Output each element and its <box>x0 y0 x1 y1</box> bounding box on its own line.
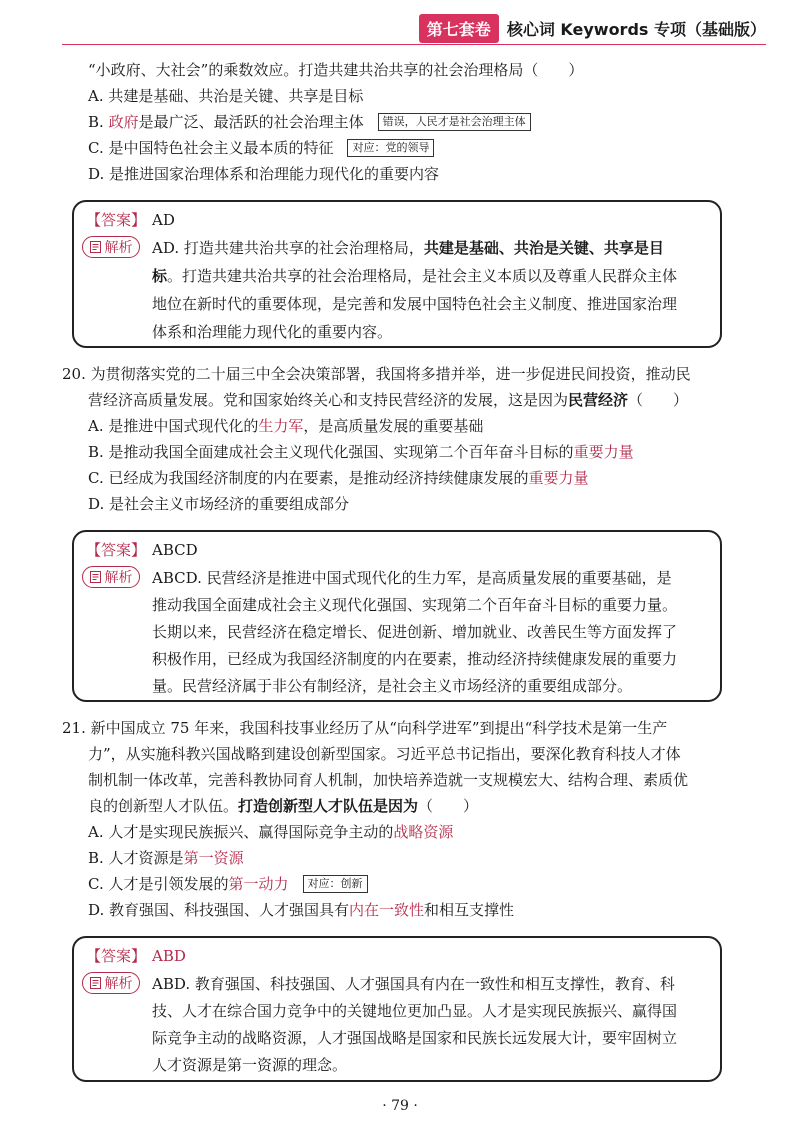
q21-stem-line4: 良的创新型人才队伍。打造创新型人才队伍是因为（ ） <box>88 797 479 815</box>
q19-option-a: A. 共建是基础、共治是关键、共享是目标 <box>88 87 364 105</box>
q19-answer-box <box>72 200 722 348</box>
q21-option-a: A. 人才是实现民族振兴、赢得国际竞争主动的战略资源 <box>88 823 454 841</box>
q20-option-d: D. 是社会主义市场经济的重要组成部分 <box>88 495 350 513</box>
document-icon <box>90 571 101 583</box>
q20-analysis-line: ABCD. 民营经济是推进中国式现代化的生力军，是高质量发展的重要基础，是 <box>152 569 672 587</box>
q19-analysis-line: 标。打造共建共治共享的社会治理格局，是社会主义本质以及尊重人民群众主体 <box>152 267 678 285</box>
analysis-tag: 解析 <box>82 236 140 258</box>
answer-label: 【答案】 <box>86 541 147 559</box>
q21-stem-line1: 21. 新中国成立 75 年来，我国科技事业经历了从“向科学进军”到提出“科学技术是第一生产 <box>62 719 668 737</box>
q19-analysis-line: 体系和治理能力现代化的重要内容。 <box>152 323 393 341</box>
q21-analysis-line: 人才资源是第一资源的理念。 <box>152 1056 348 1074</box>
q21-analysis-line: 际竞争主动的战略资源，人才强国战略是国家和民族长远发展大计，要牢固树立 <box>152 1029 678 1047</box>
q21-answer-box <box>72 936 722 1082</box>
q19-option-b: B. 政府是最广泛、最活跃的社会治理主体 错误，人民才是社会治理主体 <box>88 110 531 134</box>
page-header <box>419 14 766 43</box>
document-icon <box>90 977 101 989</box>
q21-analysis-line: ABD. 教育强国、科技强国、人才强国具有内在一致性和相互支撑性，教育、科 <box>152 975 675 993</box>
q20-option-a: A. 是推进中国式现代化的生力军，是高质量发展的重要基础 <box>88 417 484 435</box>
answer-value: ABD <box>152 947 186 965</box>
analysis-tag: 解析 <box>82 972 140 994</box>
q20-analysis-line: 推动我国全面建成社会主义现代化强国、实现第二个百年奋斗目标的重要力量。 <box>152 596 678 614</box>
q19-option-c: C. 是中国特色社会主义最本质的特征 对应：党的领导 <box>88 136 434 160</box>
set-label: 第七套卷 <box>419 14 499 43</box>
q20-analysis-line: 量。民营经济属于非公有制经济，是社会主义市场经济的重要组成部分。 <box>152 677 633 695</box>
q21-c-note: 对应：创新 <box>303 875 368 893</box>
page-number: · 79 · <box>382 1098 418 1114</box>
q21-stem-line3: 制机制一体改革，完善科教协同育人机制，加快培养造就一支规模宏大、结构合理、素质优 <box>88 771 689 789</box>
q21-analysis-line: 技、人才在综合国力竞争中的关键地位更加凸显。人才是实现民族振兴、赢得国 <box>152 1002 678 1020</box>
q19-b-note: 错误，人民才是社会治理主体 <box>378 113 531 131</box>
q20-answer-box <box>72 530 722 702</box>
q19-analysis-line: AD. 打造共建共治共享的社会治理格局，共建是基础、共治是关键、共享是目 <box>152 239 664 257</box>
q20-analysis-line: 积极作用，已经成为我国经济制度的内在要素，推动经济持续健康发展的重要力 <box>152 650 678 668</box>
q20-analysis-line: 长期以来，民营经济在稳定增长、促进创新、增加就业、改善民生等方面发挥了 <box>152 623 678 641</box>
q20-option-c: C. 已经成为我国经济制度的内在要素，是推动经济持续健康发展的重要力量 <box>88 469 589 487</box>
q19-c-note: 对应：党的领导 <box>347 139 434 157</box>
q19-option-d: D. 是推进国家治理体系和治理能力现代化的重要内容 <box>88 165 440 183</box>
q20-option-b: B. 是推动我国全面建成社会主义现代化强国、实现第二个百年奋斗目标的重要力量 <box>88 443 634 461</box>
document-icon <box>90 241 101 253</box>
q20-stem-line2: 营经济高质量发展。党和国家始终关心和支持民营经济的发展，这是因为民营经济（ ） <box>88 391 689 409</box>
answer-value: ABCD <box>152 541 198 559</box>
q21-option-d: D. 教育强国、科技强国、人才强国具有内在一致性和相互支撑性 <box>88 901 515 919</box>
answer-value: AD <box>152 211 175 229</box>
answer-label: 【答案】 <box>86 211 147 229</box>
q21-stem-line2: 力”，从实施科教兴国战略到建设创新型国家。习近平总书记指出，要深化教育科技人才体 <box>88 745 681 763</box>
q19-stem: “小政府、大社会”的乘数效应。打造共建共治共享的社会治理格局（ ） <box>88 61 584 79</box>
q21-option-b: B. 人才资源是第一资源 <box>88 849 244 867</box>
answer-label: 【答案】 <box>86 947 147 965</box>
q21-option-c: C. 人才是引领发展的第一动力 对应：创新 <box>88 872 368 896</box>
header-rule <box>62 44 766 45</box>
q20-stem-line1: 20. 为贯彻落实党的二十届三中全会决策部署，我国将多措并举，进一步促进民间投资，推动民 <box>62 365 691 383</box>
q19-analysis-line: 地位在新时代的重要体现，是完善和发展中国特色社会主义制度、推进国家治理 <box>152 295 678 313</box>
header-title: 核心词 Keywords 专项（基础版） <box>506 20 766 39</box>
analysis-tag: 解析 <box>82 566 140 588</box>
